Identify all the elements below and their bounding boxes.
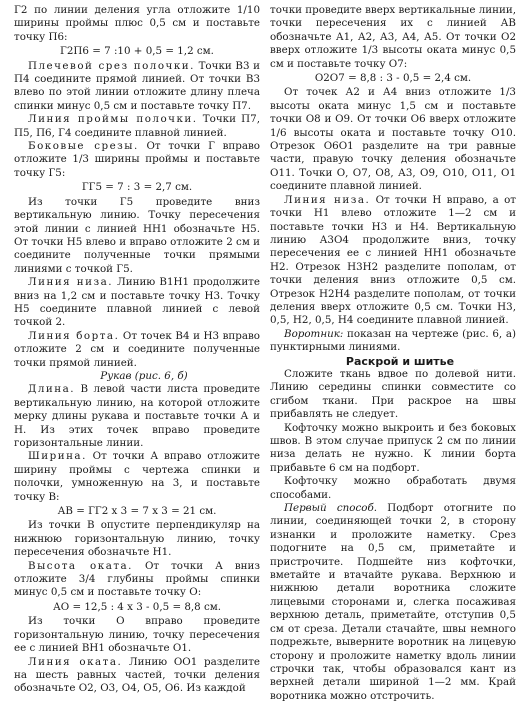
term-label: Линия борта. [28, 329, 120, 342]
paragraph-text: показан на чертеже (рис. 6, а) пунктирными линиями. [270, 327, 516, 354]
paragraph-text: Точки П7, П5, П6, Г4 соедините плавной линией. [14, 113, 260, 139]
paragraph: Г2 по линии деления угла отложите 1/10 ширины проймы плюс 0,5 см и поставьте точку П6: [14, 4, 260, 43]
paragraph: От точек А2 и А4 вниз отложите 1/3 высоты оката минус 1,5 см и поставьте точки О8 и О9. От точки О6 вверх отложите 1/6 высоты оката и поставьте точку О10. Отрезок О6О1 разделите на три равные части, правую точку деления обозначьте О11. Точки О, О7, О8, А3, О9, О10, О11, О1 соедините плавной линией. [270, 86, 516, 193]
paragraph: Из точки В опустите перпендикуляр на нижнюю горизонтальную линию, точку пересечения обозначьте Н1. [14, 519, 260, 559]
formula: О2О7 = 8,8 : 3 - 0,5 = 2,4 см. [314, 72, 472, 85]
paragraph [14, 60, 260, 114]
paragraph-text: От точки Г вправо отложите 1/3 ширины проймы и поставьте точку Г5: [14, 140, 260, 179]
formula: ГГ5 = 7 : 3 = 2,7 см. [81, 181, 193, 194]
term-label: Длина. [28, 383, 76, 396]
paragraph [14, 450, 260, 504]
subsection-heading: Рукав (рис. 6, б) [100, 369, 188, 382]
paragraph: Кофточку можно выкроить и без боковых швов. В этом случае припуск 2 см по линии низа делать не нужно. К линии борта прибавьте 6 см на подборт. [270, 421, 516, 474]
paragraph: Из точки Г5 проведите вниз вертикальную линию. Точку пересечения этой линии с линией НН1 обозначьте Н5. От точки Н5 влево и вправо отложите 2 см и соедините полученные точки прямыми линиями с точкой Г5. [14, 195, 260, 275]
paragraph-text: Точки В3 и П4 соедините прямой линией. От точки В3 влево по этой линии отложите длину плеча спинки минус 0,5 см и поставьте точку П7. [14, 59, 261, 112]
term-label: Высота оката. [28, 559, 133, 572]
paragraph-text: Линию В1Н1 продолжите вниз на 1,2 см и поставьте точку Н3. Точку Н5 соедините плавной линией с левой точкой 2. [14, 276, 260, 329]
term-label: Плечевой срез полочки. [28, 59, 195, 72]
paragraph-text: Линию ОО1 разделите на шесть равных частей, точки деления обозначьте О2, О3, О4, О5, О6. Из каждой [14, 655, 260, 695]
paragraph [14, 560, 260, 600]
paragraph-text: В левой части листа проведите вертикальную линию, на которой отложите мерку длины рукава и поставьте точки А и Н. Из этих точек вправо проведите горизонтальные линии. [14, 383, 260, 449]
paragraph: Кофточку можно обработать двумя способами. [270, 475, 516, 501]
left-column [14, 4, 260, 696]
paragraph [14, 140, 260, 180]
right-column [270, 4, 516, 703]
paragraph-text: От точек В4 и Н3 вправо отложите 2 см и соедините полученные точки прямой линией. [14, 329, 260, 369]
paragraph [14, 656, 260, 696]
term-label: Боковые срезы. [28, 140, 139, 153]
paragraph: точки проведите вверх вертикальные линии, точки пересечения их с линией АВ обозначьте А1, А2, А3, А4, А5. От точки О2 вверх отложите 1/3 высоты оката минус 0,5 см и поставьте точку О7: [270, 4, 516, 70]
formula: АО = 12,5 : 4 х 3 - 0,5 = 8,8 см. [52, 600, 222, 613]
paragraph [270, 194, 516, 328]
term-label: Ширина. [28, 450, 87, 463]
paragraph: Из точки О вправо проведите горизонтальную линию, точку пересечения ее с линией ВН1 обозначьте О1. [14, 615, 260, 655]
term-label: Линия проймы полочки. [28, 113, 198, 126]
paragraph [270, 328, 516, 355]
paragraph [270, 502, 516, 703]
paragraph-text: От точки А вниз отложите 3/4 глубины проймы спинки минус 0,5 см и поставьте точку О: [14, 559, 260, 599]
paragraph-text: От точки Н вправо, а от точки Н1 влево отложите 1—2 см и поставьте точки Н3 и Н4. Вертикальную линию А3О4 продолжите вниз, точку пересечения ее с линией НН1 обозначьте Н2. Отрезок Н3Н2 разделите пополам, от точки деления вниз отложите 0,5 см. Отрезок Н2Н4 разделите пополам, от точки деления вверх отложите 0,5 см. Точки Н3, 0,5, Н2, 0,5, Н4 соедините плавной линией. [270, 193, 516, 327]
paragraph [14, 276, 260, 330]
paragraph [14, 383, 260, 450]
formula: Г2П6 = 7 :10 + 0,5 = 1,2 см. [60, 45, 214, 58]
term-label: Первый способ. [284, 502, 378, 515]
formula: АВ = ГГ2 х 3 = 7 х 3 = 21 см. [57, 505, 217, 518]
paragraph-text: От точки А вправо отложите ширину проймы с чертежа спинки и полочки, умноженную на 3, и поставьте точку В: [14, 450, 260, 503]
term-label: Воротник: [284, 327, 344, 340]
paragraph-text: Подборт отогните по линии, соединяющей точки 2, в сторону изнанки и проложите наметку. Срез подогните на 0,5 см, приметайте и пристрочите. Подшейте низ кофточки, вметайте и втачайте рукава. Верхнюю и нижнюю детали воротника сложите лицевыми сторонами и, слегка посаживая верхнюю деталь, приметайте, отступив 0,5 см от среза. Детали стачайте, швы немного подрежьте, выверните воротник на лицевую сторону и проложите наметку вдоль линии строчки так, чтобы образовался кант из верхней детали шириной 1—2 мм. Край воротника можно отстрочить. [270, 502, 516, 702]
paragraph: Сложите ткань вдвое по долевой нити. Линию середины спинки совместите со сгибом ткани. При раскрое на швы прибавлять не следует. [270, 367, 516, 421]
term-label: Линия низа. [28, 276, 114, 289]
term-label: Линия оката. [28, 655, 123, 668]
paragraph [14, 330, 260, 370]
section-heading: Раскрой и шитье [345, 354, 455, 368]
paragraph [14, 113, 260, 140]
term-label: Линия низа. [284, 193, 371, 206]
